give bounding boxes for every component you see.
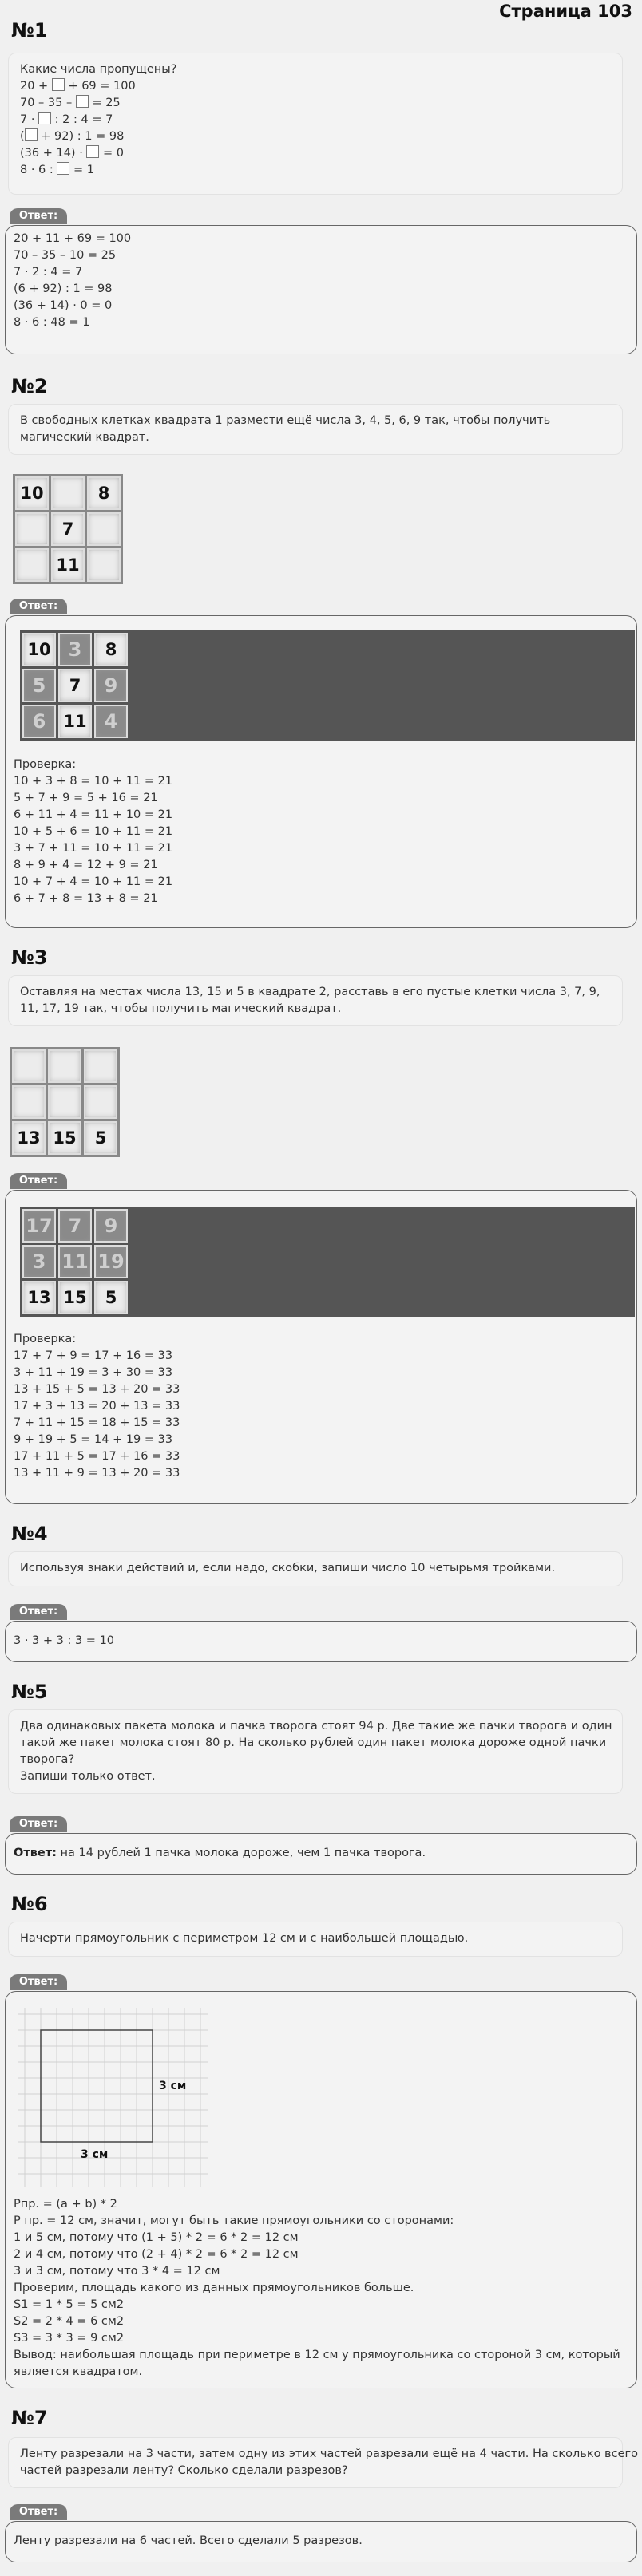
blank-box (57, 162, 69, 175)
grid-cell: 5 (84, 1121, 117, 1155)
expr-part: 8 · 6 : (20, 164, 54, 176)
magic-square-1-filled (20, 630, 635, 741)
grid-cell: 9 (94, 1209, 128, 1243)
expr-part: = 0 (103, 147, 125, 160)
grid-cell: 17 (22, 1209, 56, 1243)
answer-bold-label: Ответ: (14, 1847, 57, 1859)
magic-square-2-filled (20, 1207, 635, 1317)
grid-cell: 11 (58, 1245, 92, 1278)
task-7-number: №7 (11, 2407, 48, 2429)
task-3-answer (5, 1190, 637, 1504)
solution-line: 1 и 5 см, потому что (1 + 5) * 2 = 6 * 2 = 12 см (14, 2231, 299, 2244)
answer-text: на 14 рублей 1 пачка молока дороже, чем 1 пачка творога. (56, 1847, 426, 1859)
grid-cell: 6 (22, 705, 56, 738)
task-1-question (8, 53, 623, 195)
blank-box (76, 95, 89, 108)
grid-cell (84, 1049, 117, 1083)
answer-line: Ленту разрезали на 6 частей. Всего сделали 5 разрезов. (14, 2535, 363, 2547)
check-line: 8 + 9 + 4 = 12 + 9 = 21 (14, 859, 158, 871)
task-1-answer (5, 225, 637, 354)
solution-line: Вывод: наибольшая площадь при периметре в 12 см у прямоугольника со стороной 3 см, который (14, 2349, 620, 2361)
grid-cell: 5 (22, 669, 56, 702)
question-line: творога? (20, 1753, 75, 1766)
solution-line: является квадратом. (14, 2365, 143, 2378)
task-7-answer (5, 2521, 637, 2562)
task-5-number: №5 (11, 1681, 48, 1703)
question-text: Используя знаки действий и, если надо, скобки, запиши число 10 четырьмя тройками. (20, 1562, 556, 1574)
question-text: В свободных клетках квадрата 1 размести ещё числа 3, 4, 5, 6, 9 так, чтобы получить магический квадрат. (20, 414, 551, 444)
check-line: 17 + 3 + 13 = 20 + 13 = 33 (14, 1400, 180, 1412)
grid-cell: 4 (94, 705, 128, 738)
check-line: 3 + 7 + 11 = 10 + 11 = 21 (14, 842, 173, 855)
task-4-number: №4 (11, 1523, 48, 1545)
grid-cell: 10 (22, 633, 56, 666)
answer-tab: Ответ: (10, 1604, 67, 1620)
grid-cell: 7 (58, 669, 92, 702)
task-6-answer (5, 1991, 637, 2388)
solution-line: Рпр. = (a + b) * 2 (14, 2198, 117, 2211)
side-label-right: 3 см (159, 2080, 187, 2092)
grid-cell: 3 (22, 1245, 56, 1278)
magic-square-1 (13, 474, 123, 584)
answer-line: 70 – 35 – 10 = 25 (14, 249, 117, 262)
task-6-question (8, 1922, 623, 1957)
blank-box (52, 78, 65, 91)
check-line: 10 + 5 + 6 = 10 + 11 = 21 (14, 825, 173, 838)
check-line: 10 + 7 + 4 = 10 + 11 = 21 (14, 875, 173, 888)
check-line: 6 + 7 + 8 = 13 + 8 = 21 (14, 892, 158, 905)
grid-cell: 13 (22, 1281, 56, 1314)
task-5-question (8, 1709, 623, 1794)
task-4-question (8, 1551, 623, 1586)
grid-cell: 3 (58, 633, 92, 666)
blank-box (38, 112, 51, 124)
expr-part: (36 + 14) · (20, 147, 83, 160)
expr-part: : 2 : 4 = 7 (54, 113, 113, 126)
grid-cell: 7 (51, 512, 85, 546)
square-drawing (14, 2003, 213, 2190)
answer-tab: Ответ: (10, 1974, 67, 1990)
task-1-number: №1 (11, 19, 48, 41)
grid-cell (87, 512, 121, 546)
answer-line: 8 · 6 : 48 = 1 (14, 316, 90, 329)
check-line: 13 + 11 + 9 = 13 + 20 = 33 (14, 1467, 180, 1480)
task-7-question (8, 2437, 638, 2488)
check-line: 6 + 11 + 4 = 11 + 10 = 21 (14, 808, 173, 821)
expr-part: 7 · (20, 113, 35, 126)
expr-part: = 1 (73, 164, 94, 176)
expr-part: + 69 = 100 (68, 80, 136, 93)
grid-cell: 15 (48, 1121, 81, 1155)
question-line: частей разрезали ленту? Сколько сделали разрезов? (20, 2464, 348, 2477)
blank-box (25, 128, 38, 141)
grid-cell: 15 (58, 1281, 92, 1314)
check-line: 10 + 3 + 8 = 10 + 11 = 21 (14, 775, 173, 788)
solution-line: Проверим, площадь какого из данных прямоугольников больше. (14, 2282, 414, 2294)
task-2-answer (5, 615, 637, 928)
question-line: Запиши только ответ. (20, 1770, 156, 1783)
answer-tab: Ответ: (10, 1816, 67, 1832)
solution-line: Р пр. = 12 см, значит, могут быть такие прямоугольники со сторонами: (14, 2214, 454, 2227)
task-6-number: №6 (11, 1893, 48, 1915)
check-line: 17 + 11 + 5 = 17 + 16 = 33 (14, 1450, 180, 1463)
task-2-number: №2 (11, 375, 48, 397)
answer-line: (6 + 92) : 1 = 98 (14, 282, 113, 295)
answer-line: (36 + 14) · 0 = 0 (14, 299, 113, 312)
solution-line: S3 = 3 * 3 = 9 см2 (14, 2332, 125, 2345)
grid-cell (48, 1085, 81, 1119)
question-line: Ленту разрезали на 3 части, затем одну из этих частей разрезали ещё на 4 части. На сколько всего (20, 2448, 638, 2460)
grid-cell: 19 (94, 1245, 128, 1278)
answer-line: 3 · 3 + 3 : 3 = 10 (14, 1634, 115, 1647)
task-2-question (8, 404, 623, 455)
grid-cell: 7 (58, 1209, 92, 1243)
grid-cell (84, 1085, 117, 1119)
expr-part: ( (20, 130, 25, 143)
answer-tab: Ответ: (10, 208, 67, 224)
check-line: 9 + 19 + 5 = 14 + 19 = 33 (14, 1433, 173, 1446)
question-line: Два одинаковых пакета молока и пачка творога стоят 94 р. Две такие же пачки творога и один (20, 1720, 612, 1732)
grid-cell: 9 (94, 669, 128, 702)
grid-cell: 10 (15, 476, 49, 510)
check-line: 3 + 11 + 19 = 3 + 30 = 33 (14, 1366, 173, 1379)
task-3-question (8, 975, 623, 1026)
expr-part: 70 – 35 – (20, 97, 73, 109)
grid-cell: 11 (51, 548, 85, 582)
grid-cell (51, 476, 85, 510)
answer-tab: Ответ: (10, 1173, 67, 1189)
check-label: Проверка: (14, 758, 77, 771)
task-5-answer (5, 1833, 637, 1875)
grid-cell (15, 512, 49, 546)
grid-cell: 8 (87, 476, 121, 510)
grid-cell (87, 548, 121, 582)
grid-cell: 11 (58, 705, 92, 738)
solution-line: S2 = 2 * 4 = 6 см2 (14, 2315, 125, 2328)
question-intro: Какие числа пропущены? (20, 63, 177, 76)
expr-part: = 25 (92, 97, 121, 109)
square-shape (41, 2030, 153, 2142)
blank-box (86, 145, 99, 158)
grid-cell (12, 1049, 46, 1083)
answer-line: 20 + 11 + 69 = 100 (14, 232, 132, 245)
grid-cell: 8 (94, 633, 128, 666)
check-label: Проверка: (14, 1333, 77, 1345)
expr-part: + 92) : 1 = 98 (41, 130, 125, 143)
page-title: Страница 103 (499, 2, 632, 21)
grid-cell (15, 548, 49, 582)
check-line: 17 + 7 + 9 = 17 + 16 = 33 (14, 1349, 173, 1362)
side-label-bottom: 3 см (81, 2148, 109, 2161)
magic-square-2 (10, 1047, 120, 1157)
expr-part: 20 + (20, 80, 49, 93)
question-line: такой же пакет молока стоят 80 р. На сколько рублей один пакет молока дороже одной пачки (20, 1736, 607, 1749)
answer-tab: Ответ: (10, 599, 67, 614)
question-text: Оставляя на местах числа 13, 15 и 5 в квадрате 2, расставь в его пустые клетки числа 3, 7, 9, 11, 17, 19 так, чтобы получить магический квадрат. (20, 986, 600, 1015)
task-4-answer (5, 1621, 637, 1662)
task-3-number: №3 (11, 946, 48, 969)
answer-line: 7 · 2 : 4 = 7 (14, 266, 83, 279)
grid-lines (18, 2008, 208, 2187)
check-line: 7 + 11 + 15 = 18 + 15 = 33 (14, 1416, 180, 1429)
check-line: 13 + 15 + 5 = 13 + 20 = 33 (14, 1383, 180, 1396)
grid-cell: 5 (94, 1281, 128, 1314)
question-text: Начерти прямоугольник с периметром 12 см и с наибольшей площадью. (20, 1932, 469, 1945)
solution-line: S1 = 1 * 5 = 5 см2 (14, 2298, 125, 2311)
answer-tab: Ответ: (10, 2504, 67, 2520)
grid-cell: 13 (12, 1121, 46, 1155)
grid-cell (48, 1049, 81, 1083)
check-line: 5 + 7 + 9 = 5 + 16 = 21 (14, 792, 158, 804)
solution-line: 3 и 3 см, потому что 3 * 4 = 12 см (14, 2265, 220, 2278)
solution-line: 2 и 4 см, потому что (2 + 4) * 2 = 6 * 2 = 12 см (14, 2248, 299, 2261)
grid-cell (12, 1085, 46, 1119)
